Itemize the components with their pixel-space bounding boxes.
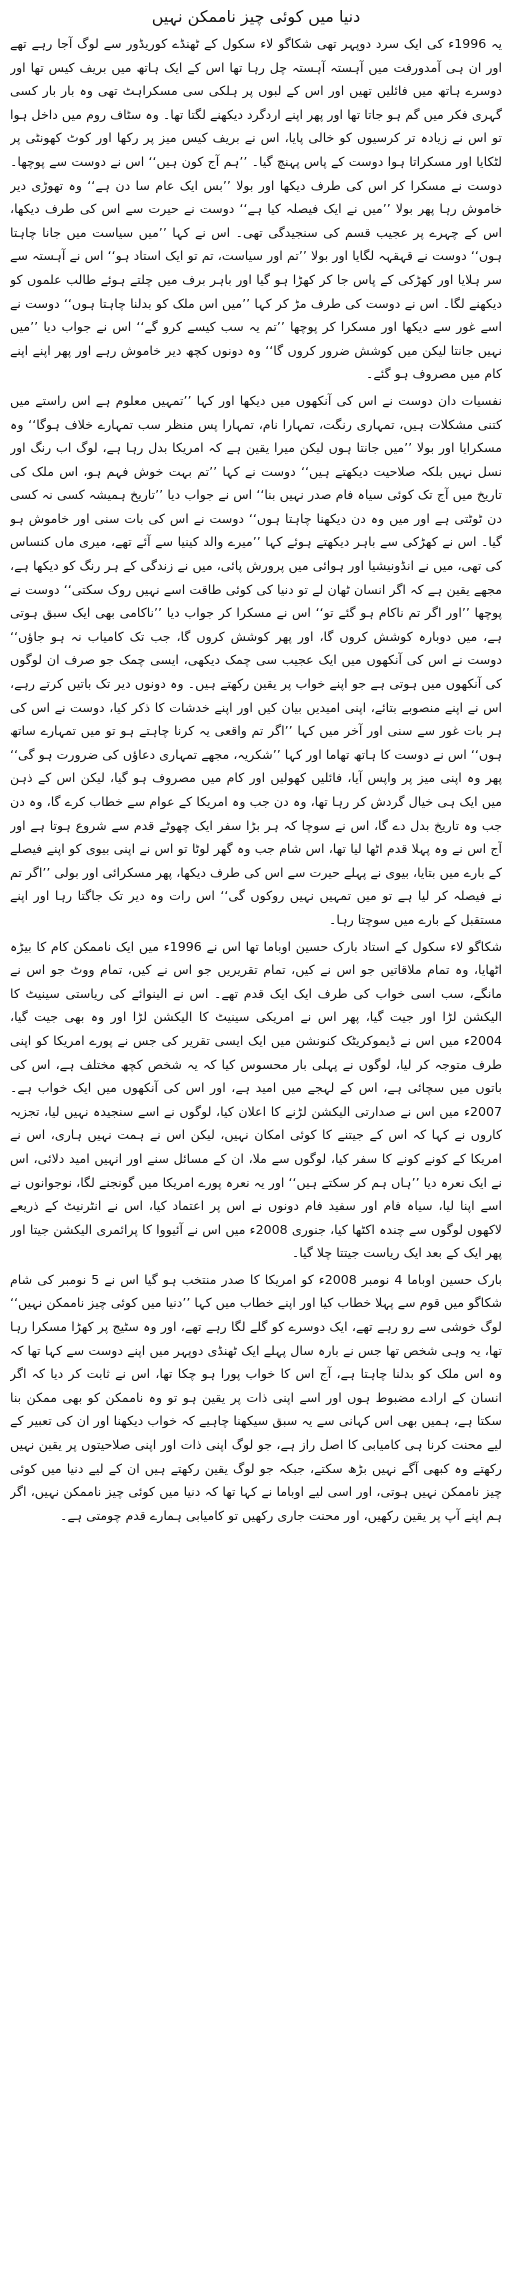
- article-paragraph: بارک حسین اوباما 4 نومبر 2008ء کو امریکا کا صدر منتخب ہو گیا اس نے 5 نومبر کی شام شکاگو میں قوم سے پہلا خطاب کیا اور اپنے خطاب میں کہا ’’دنیا میں کوئی چیز ناممکن نہیں‘‘ لوگ خوشی سے رو رہے تھے، ایک دوسرے کو گلے لگا رہے تھے، اور وہ سٹیج پر کھڑا مسکرا رہا تھا، یہ وہی شخص تھا جس نے بارہ سال پہلے ایک ٹھنڈی دوپہر میں اپنے دوست سے کہا تھا کہ وہ اس ملک کو بدلنا چاہتا ہے، آج اس کا خواب پورا ہو چکا تھا، اس نے ثابت کر دیا کہ اگر انسان کے ارادے مضبوط ہوں اور اسے اپنی ذات پر یقین ہو تو وہ ناممکن کو بھی ممکن بنا سکتا ہے، ہمیں بھی اس کہانی سے یہ سبق سیکھنا چاہیے کہ خواب دیکھنا اور ان کی تعبیر کے لیے محنت کرنا ہی کامیابی کا اصل راز ہے، جو لوگ اپنی ذات اور اپنی صلاحیتوں پر یقین نہیں رکھتے وہ کبھی آگے نہیں بڑھ سکتے، جبکہ جو لوگ یقین رکھتے ہیں ان کے لیے دنیا میں کوئی چیز ناممکن نہیں ہوتی، اور اسی لیے اوباما نے کہا تھا کہ دنیا میں کوئی چیز ناممکن نہیں، اگر ہم اپنے آپ پر یقین رکھیں، اور محنت جاری رکھیں تو کامیابی ہمارے قدم چومتی ہے۔: [10, 1271, 502, 1523]
- article-paragraph: یہ 1996ء کی ایک سرد دوپہر تھی شکاگو لاء سکول کے ٹھنڈے کوریڈور سے لوگ آجا رہے تھے اور ان ہی آمدورفت میں آہستہ آہستہ چل رہا تھا اس کے ایک ہاتھ میں بریف کیس تھا اور دوسرے ہاتھ میں فائلیں تھیں اور اس کے لبوں پر ہلکی سی مسکراہٹ تھی وہ بار بار کسی گہری فکر میں گم ہو جاتا تھا اور پھر اپنے اردگرد دیکھنے لگتا تھا۔ وہ سٹاف روم میں داخل ہوا تو اس نے زیادہ تر کرسیوں کو خالی پایا، اس نے بریف کیس میز پر رکھا اور کوٹ کھونٹی پر لٹکایا اور مسکراتا ہوا دوست کے پاس پہنچ گیا۔ ’’ہم آج کون ہیں‘‘ اس نے دوست سے پوچھا۔ دوست نے مسکرا کر اس کی طرف دیکھا اور بولا ’’بس ایک عام سا دن ہے‘‘ وہ تھوڑی دیر خاموش رہا پھر بولا ’’میں نے ایک فیصلہ کیا ہے‘‘ دوست نے حیرت سے اس کی طرف دیکھا، اس کے چہرے پر عجیب قسم کی سنجیدگی تھی۔ اس نے کہا ’’میں سیاست میں جانا چاہتا ہوں‘‘ دوست نے قہقہہ لگایا اور بولا ’’تم اور سیاست، تم تو ایک استاد ہو‘‘ اس نے آہستہ سے سر ہلایا اور کھڑکی کے پاس جا کر کھڑا ہو گیا اور باہر برف میں چلتے ہوئے طالب علموں کو دیکھنے لگا۔ اس نے دوست کی طرف مڑ کر کہا ’’میں اس ملک کو بدلنا چاہتا ہوں‘‘ دوست نے اسے غور سے دیکھا اور مسکرا کر پوچھا ’’تم یہ سب کیسے کرو گے‘‘ اس نے جواب دیا ’’میں نہیں جانتا لیکن میں کوشش ضرور کروں گا‘‘ وہ دونوں کچھ دیر خاموش رہے اور پھر اپنے اپنے کام میں مصروف ہو گئے۔: [10, 36, 502, 382]
- article-paragraph: شکاگو لاء سکول کے استاد بارک حسین اوباما تھا اس نے 1996ء میں ایک ناممکن کام کا بیڑہ اٹھایا، وہ تمام ملاقاتیں جو اس نے کیں، تمام تقریریں جو اس نے کیں، تمام ووٹ جو اس نے مانگے، سب اسی خواب کی طرف ایک ایک قدم تھے۔ اس نے الینوائے کی ریاستی سینیٹ کا الیکشن لڑا اور جیت گیا، پھر اس نے امریکی سینیٹ کا الیکشن لڑا اور وہ بھی جیت گیا، 2004ء میں اس نے ڈیموکریٹک کنونشن میں ایک ایسی تقریر کی جس نے پورے امریکا کو اپنی طرف متوجہ کر لیا، لوگوں نے پہلی بار محسوس کیا کہ یہ شخص کچھ مختلف ہے، اس کی باتوں میں سچائی ہے، اس کے لہجے میں امید ہے، اور اس کی آنکھوں میں ایک خواب ہے۔ 2007ء میں اس نے صدارتی الیکشن لڑنے کا اعلان کیا، لوگوں نے اسے سنجیدہ نہیں لیا، تجزیہ کاروں نے کہا کہ اس کے جیتنے کا کوئی امکان نہیں، لیکن اس نے ہمت نہیں ہاری، اس نے امریکا کے کونے کونے کا سفر کیا، لوگوں سے ملا، ان کے مسائل سنے اور انہیں امید دلائی، اس نے ایک نعرہ دیا ’’ہاں ہم کر سکتے ہیں‘‘ اور یہ نعرہ پورے امریکا میں گونجنے لگا، نوجوانوں نے اسے اپنا لیا، سیاہ فام اور سفید فام دونوں نے اس پر اعتماد کیا، اس نے انٹرنیٹ کے ذریعے لاکھوں لوگوں سے چندہ اکٹھا کیا، جنوری 2008ء میں اس نے آئیووا کا پرائمری الیکشن جیتا اور پھر ایک کے بعد ایک ریاست جیتتا چلا گیا۔: [10, 938, 502, 1261]
- article-title: دنیا میں کوئی چیز ناممکن نہیں: [151, 7, 361, 26]
- article-body: [10, 32, 502, 2287]
- article-paragraph: نفسیات دان دوست نے اس کی آنکھوں میں دیکھا اور کہا ’’تمہیں معلوم ہے اس راستے میں کتنی مشکلات ہیں، تمہاری رنگت، تمہارا نام، تمہارا پس منظر سب تمہارے خلاف ہوگا‘‘ وہ مسکرایا اور بولا ’’میں جانتا ہوں لیکن میرا یقین ہے کہ امریکا بدل رہا ہے، لوگ اب رنگ اور نسل نہیں بلکہ صلاحیت دیکھتے ہیں‘‘ دوست نے کہا ’’تم بہت خوش فہم ہو، اس ملک کی تاریخ میں آج تک کوئی سیاہ فام صدر نہیں بنا‘‘ اس نے جواب دیا ’’تاریخ ہمیشہ کسی نہ کسی دن ٹوٹتی ہے اور میں وہ دن دیکھنا چاہتا ہوں‘‘ دوست نے اس کی بات سنی اور خاموش ہو گیا۔ اس نے کھڑکی سے باہر دیکھتے ہوئے کہا ’’میرے والد کینیا سے آئے تھے، میری ماں کنساس کی تھی، میں نے انڈونیشیا اور ہوائی میں پرورش پائی، میں نے زندگی کے ہر رنگ کو دیکھا ہے، مجھے یقین ہے کہ اگر انسان ٹھان لے تو دنیا کی کوئی طاقت اسے نہیں روک سکتی‘‘ دوست نے پوچھا ’’اور اگر تم ناکام ہو گئے تو‘‘ اس نے مسکرا کر جواب دیا ’’ناکامی بھی ایک سبق ہوتی ہے، میں دوبارہ کوشش کروں گا، اور پھر کوشش کروں گا، جب تک کامیاب نہ ہو جاؤں‘‘ دوست نے اس کی آنکھوں میں ایک عجیب سی چمک دیکھی، ایسی چمک جو صرف ان لوگوں کی آنکھوں میں ہوتی ہے جو اپنے خواب پر یقین رکھتے ہیں۔ وہ دونوں دیر تک باتیں کرتے رہے، اس نے اپنے منصوبے بتائے، اپنی امیدیں بیان کیں اور اپنے خدشات کا ذکر کیا، دوست نے اس کی ہر بات غور سے سنی اور آخر میں کہا ’’اگر تم واقعی یہ کرنا چاہتے ہو تو میں تمہارے ساتھ ہوں‘‘ اس نے دوست کا ہاتھ تھاما اور کہا ’’شکریہ، مجھے تمہاری دعاؤں کی ضرورت ہو گی‘‘ پھر وہ اپنی میز پر واپس آیا، فائلیں کھولیں اور کام میں مصروف ہو گیا، لیکن اس کے ذہن میں ایک ہی خیال گردش کر رہا تھا، وہ دن جب وہ امریکا کے عوام سے خطاب کرے گا، وہ دن جب وہ تاریخ بدل دے گا، اس نے سوچا کہ ہر بڑا سفر ایک چھوٹے قدم سے شروع ہوتا ہے اور آج اس نے وہ پہلا قدم اٹھا لیا تھا، اس شام جب وہ گھر لوٹا تو اس نے اپنی بیوی کو اپنے فیصلے کے بارے میں بتایا، بیوی نے پہلے حیرت سے اس کی طرف دیکھا، پھر مسکرائی اور بولی ’’اگر تم نے فیصلہ کر لیا ہے تو میں تمہیں نہیں روکوں گی‘‘ اس رات وہ دیر تک جاگتا رہا اور اپنے مستقبل کے بارے میں سوچتا رہا۔: [10, 392, 502, 927]
